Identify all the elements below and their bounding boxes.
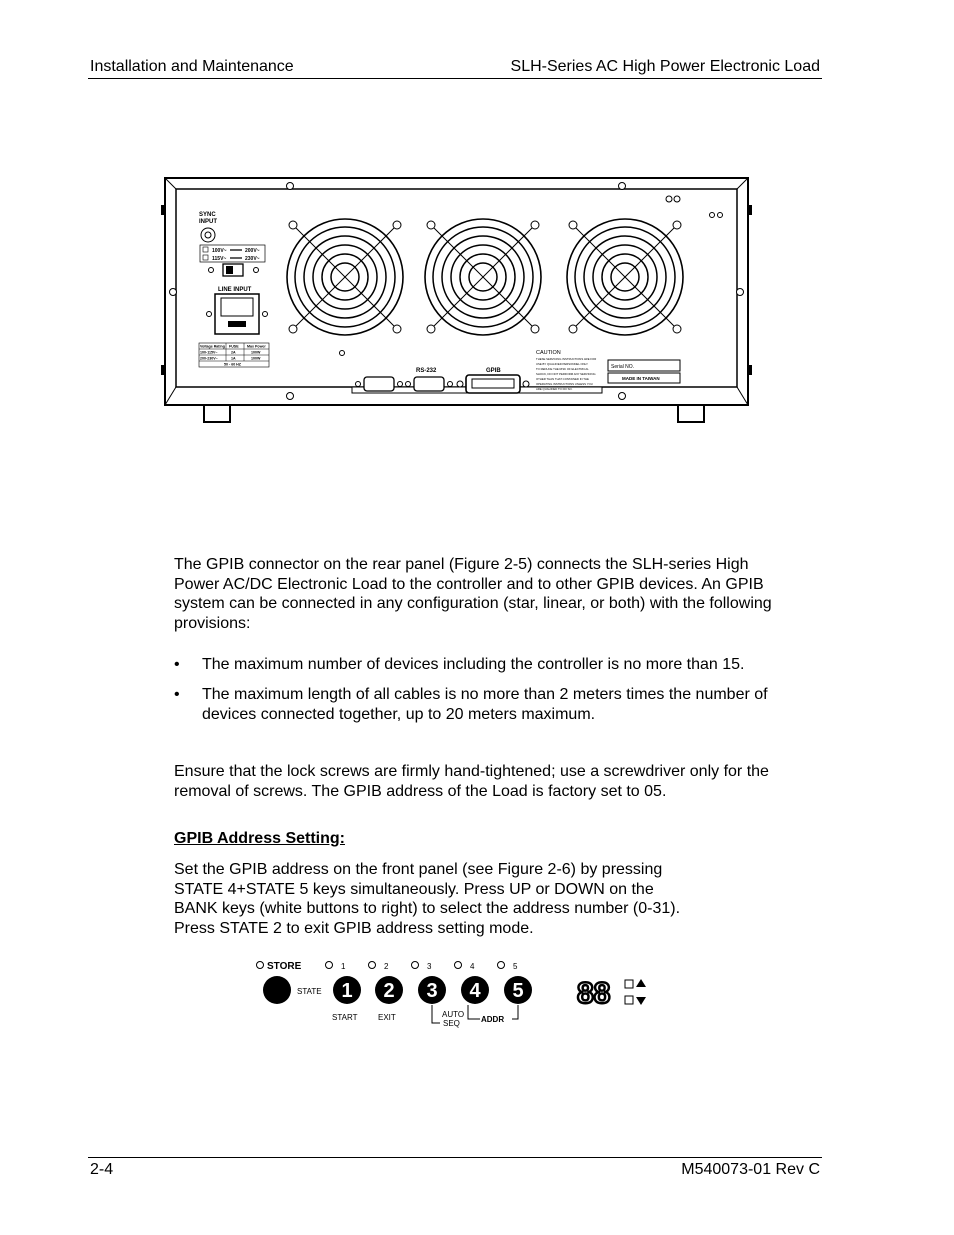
svg-text:100W: 100W (251, 350, 261, 355)
svg-text:SHOCK, DO NOT PERFORM ANY SERV: SHOCK, DO NOT PERFORM ANY SERVICING (536, 372, 596, 376)
bank-down-button[interactable] (625, 996, 633, 1004)
state-key-3[interactable] (418, 976, 446, 1004)
svg-text:2A: 2A (231, 350, 236, 355)
svg-text:OPERATING INSTRUCTIONS UNLESS: OPERATING INSTRUCTIONS UNLESS YOU (536, 382, 593, 386)
auto-seq-bracket (432, 1005, 440, 1023)
down-arrow-icon (636, 997, 646, 1005)
svg-text:FUSE: FUSE (229, 344, 239, 349)
paragraph-gpib-address: Set the GPIB address on the front panel (see Figure 2-6) by pressing STATE 4+STATE 5 keys simultaneously. Press UP or DOWN on the BANK keys (white buttons to right) to select the address number (0-31). Press STATE 2 to exit GPIB address setting mode. (174, 861, 681, 937)
svg-text:115V~: 115V~ (212, 256, 227, 262)
rs232-port (414, 377, 444, 391)
bullet-icon: • (174, 686, 180, 703)
fan-3 (567, 219, 683, 335)
svg-text:MADE IN TAIWAN: MADE IN TAIWAN (622, 376, 660, 381)
page-number: 2-4 (90, 1161, 114, 1178)
caution-text (536, 357, 596, 391)
start-label: START (332, 1013, 358, 1022)
svg-text:50 - 60 HZ: 50 - 60 HZ (224, 362, 241, 367)
bank-up-button[interactable] (625, 980, 633, 988)
bank-display: 88 (577, 977, 611, 1010)
svg-text:1: 1 (341, 980, 353, 1002)
svg-text:100-115V~: 100-115V~ (200, 350, 218, 355)
gpib-address-heading: GPIB Address Setting: (174, 830, 345, 847)
svg-text:230V~: 230V~ (245, 256, 260, 262)
state-key-4[interactable] (461, 976, 489, 1004)
rs232-port-left (364, 377, 394, 391)
fuse-rating-table (199, 343, 269, 367)
svg-text:5: 5 (512, 980, 524, 1002)
seq-label: SEQ (443, 1019, 460, 1028)
rear-panel-figure (160, 175, 755, 427)
foot-right (678, 405, 704, 422)
front-panel-figure (250, 955, 660, 1030)
fan-2 (425, 219, 541, 335)
svg-text:2: 2 (383, 980, 395, 1002)
fan-1 (287, 219, 403, 335)
svg-text:100W: 100W (251, 356, 261, 361)
page-header (88, 56, 822, 79)
store-label: STORE (267, 961, 302, 972)
bullet-icon: • (174, 656, 180, 673)
caution-title: CAUTION (536, 350, 561, 356)
sync-label: SYNC (199, 212, 216, 218)
svg-text:USE BY QUALIFIED PERSONNEL ONL: USE BY QUALIFIED PERSONNEL ONLY. (536, 362, 589, 366)
svg-text:THESE SERVICING INSTRUCTIONS A: THESE SERVICING INSTRUCTIONS ARE FOR (536, 357, 597, 361)
document-revision: M540073-01 Rev C (681, 1161, 820, 1178)
gpib-label: GPIB (486, 368, 501, 374)
bullet-max-cable-length: • The maximum length of all cables is no more than 2 meters times the number of devices connected together, up to 20 meters maximum. (174, 686, 768, 723)
led-label-1: 1 (341, 962, 346, 971)
svg-text:100V~: 100V~ (212, 248, 227, 254)
auto-label: AUTO (442, 1010, 465, 1019)
state-key-2[interactable] (375, 976, 403, 1004)
led-label-5: 5 (513, 962, 518, 971)
up-arrow-icon (636, 979, 646, 987)
header-section-title: Installation and Maintenance (90, 58, 294, 75)
state-leds (326, 962, 505, 969)
rs232-label: RS-232 (416, 368, 437, 374)
svg-text:Voltage Rating: Voltage Rating (200, 344, 225, 349)
svg-text:ARE QUALIFIED TO DO SO.: ARE QUALIFIED TO DO SO. (536, 387, 573, 391)
led-label-3: 3 (427, 962, 432, 971)
state-label: STATE (297, 987, 322, 996)
sync-input-label: INPUT (199, 219, 217, 225)
svg-text:3: 3 (426, 980, 438, 1002)
bullet-max-devices: • The maximum number of devices including the controller is no more than 15. (174, 656, 745, 673)
addr-label: ADDR (481, 1015, 505, 1024)
page-footer (88, 1157, 822, 1182)
led-label-2: 2 (384, 962, 389, 971)
header-document-title: SLH-Series AC High Power Electronic Load (510, 58, 820, 75)
line-input-label: LINE INPUT (218, 287, 252, 293)
svg-text:4: 4 (469, 980, 481, 1002)
svg-text:Serial NO.: Serial NO. (611, 364, 635, 370)
svg-text:200V~: 200V~ (245, 248, 260, 254)
paragraph-lock-screws: Ensure that the lock screws are firmly hand-tightened; use a screwdriver only for the removal of screws. The GPIB address of the Load is factory set to 05. (174, 763, 769, 800)
svg-text:OTHER THAN THAT CONTAINED IN T: OTHER THAN THAT CONTAINED IN THE (536, 377, 589, 381)
store-led (257, 962, 264, 969)
svg-text:TO REDUCE THE RISK OF ELECTRIC: TO REDUCE THE RISK OF ELECTRICAL (536, 367, 589, 371)
svg-text:1A: 1A (231, 356, 236, 361)
store-button[interactable] (263, 976, 291, 1004)
state-key-1[interactable] (333, 976, 361, 1004)
paragraph-gpib-intro: The GPIB connector on the rear panel (Figure 2-5) connects the SLH-series High Power AC/DC Electronic Load to the controller and to other GPIB devices. An GPIB system can be connected in any configuration (star, linear, or both) with the following provisions: (174, 556, 772, 632)
state-key-5[interactable] (504, 976, 532, 1004)
led-label-4: 4 (470, 962, 475, 971)
svg-text:200-230V~: 200-230V~ (200, 356, 218, 361)
svg-text:Max Power: Max Power (247, 344, 266, 349)
foot-left (204, 405, 230, 422)
exit-label: EXIT (378, 1013, 396, 1022)
